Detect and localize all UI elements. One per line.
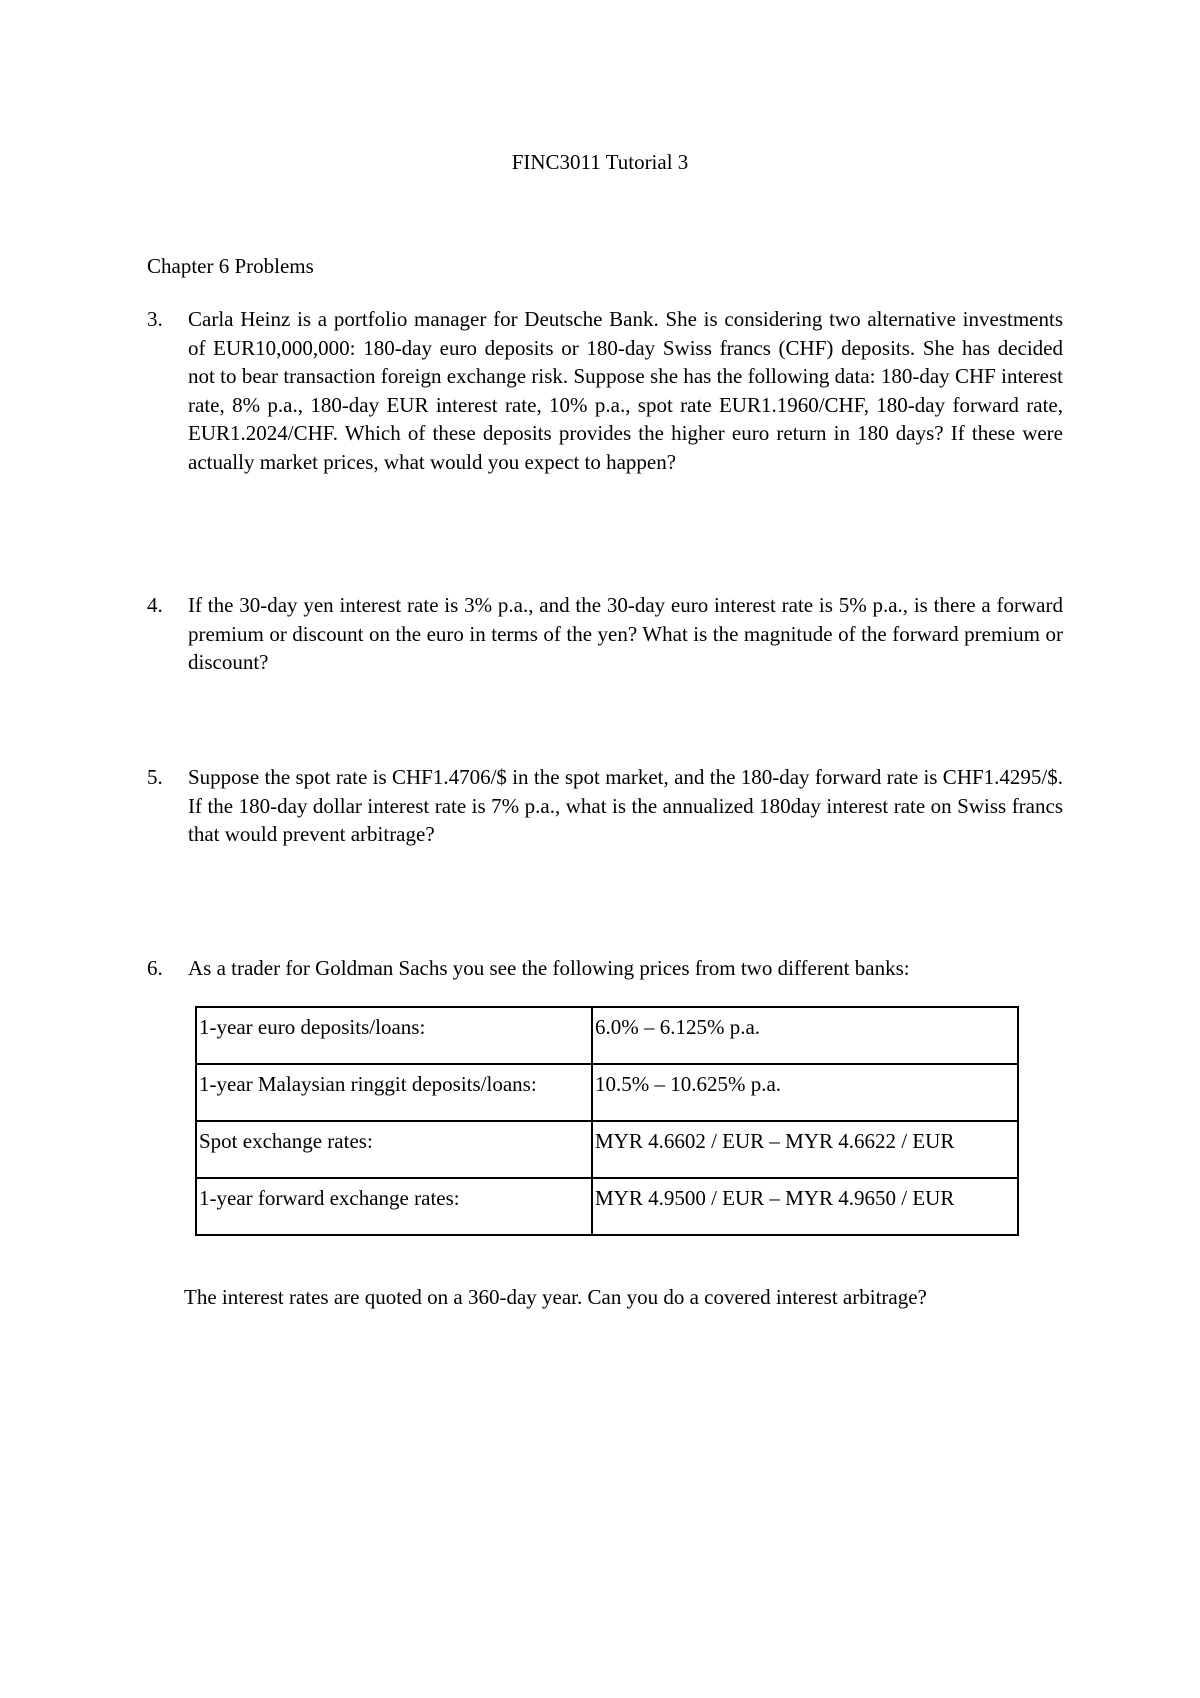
table-cell-value: 6.0% – 6.125% p.a.: [592, 1007, 1018, 1064]
problem-text: As a trader for Goldman Sachs you see the following prices from two different banks:: [188, 956, 910, 980]
table-row: [196, 1121, 1018, 1178]
problem-3: [147, 305, 1063, 476]
problem-number: 4.: [147, 593, 163, 617]
problem-text: Suppose the spot rate is CHF1.4706/$ in the spot market, and the 180-day forward rate is CHF1.4295/$. If the 180-day dollar interest rate is 7% p.a., what is the annualized 180day interest rate on Swiss francs that would prevent arbitrage?: [188, 765, 1063, 846]
table-cell-value: MYR 4.9500 / EUR – MYR 4.9650 / EUR: [592, 1178, 1018, 1235]
problem-6: [147, 954, 1063, 983]
table-cell-label: 1-year Malaysian ringgit deposits/loans:: [196, 1064, 592, 1121]
table-cell-label: 1-year forward exchange rates:: [196, 1178, 592, 1235]
rates-table: [195, 1006, 1019, 1236]
problem-text: Carla Heinz is a portfolio manager for Deutsche Bank. She is considering two alternative investments of EUR10,000,000: 180-day euro deposits or 180-day Swiss francs (CHF) deposits. She has decided not to bear transaction foreign exchange risk. Suppose she has the following data: 180-day CHF interest rate, 8% p.a., 180-day EUR interest rate, 10% p.a., spot rate EUR1.1960/CHF, 180-day forward rate, EUR1.2024/CHF. Which of these deposits provides the higher euro return in 180 days? If these were actually market prices, what would you expect to happen?: [188, 307, 1063, 474]
problem-5: [147, 763, 1063, 849]
problem-number: 5.: [147, 765, 163, 789]
table-cell-value: 10.5% – 10.625% p.a.: [592, 1064, 1018, 1121]
problem-number: 6.: [147, 956, 163, 980]
table-cell-label: Spot exchange rates:: [196, 1121, 592, 1178]
table-cell-label: 1-year euro deposits/loans:: [196, 1007, 592, 1064]
table-row: [196, 1178, 1018, 1235]
problem-number: 3.: [147, 307, 163, 331]
closing-question: The interest rates are quoted on a 360-day year. Can you do a covered interest arbitrage?: [184, 1285, 927, 1309]
page-title: FINC3011 Tutorial 3: [511, 150, 689, 174]
problem-text: If the 30-day yen interest rate is 3% p.a., and the 30-day euro interest rate is 5% p.a., is there a forward premium or discount on the euro in terms of the yen? What is the magnitude of the forward premium or discount?: [188, 593, 1063, 674]
chapter-heading: Chapter 6 Problems: [147, 254, 314, 278]
table-cell-value: MYR 4.6602 / EUR – MYR 4.6622 / EUR: [592, 1121, 1018, 1178]
table-row: [196, 1007, 1018, 1064]
table-row: [196, 1064, 1018, 1121]
problem-4: [147, 591, 1063, 677]
